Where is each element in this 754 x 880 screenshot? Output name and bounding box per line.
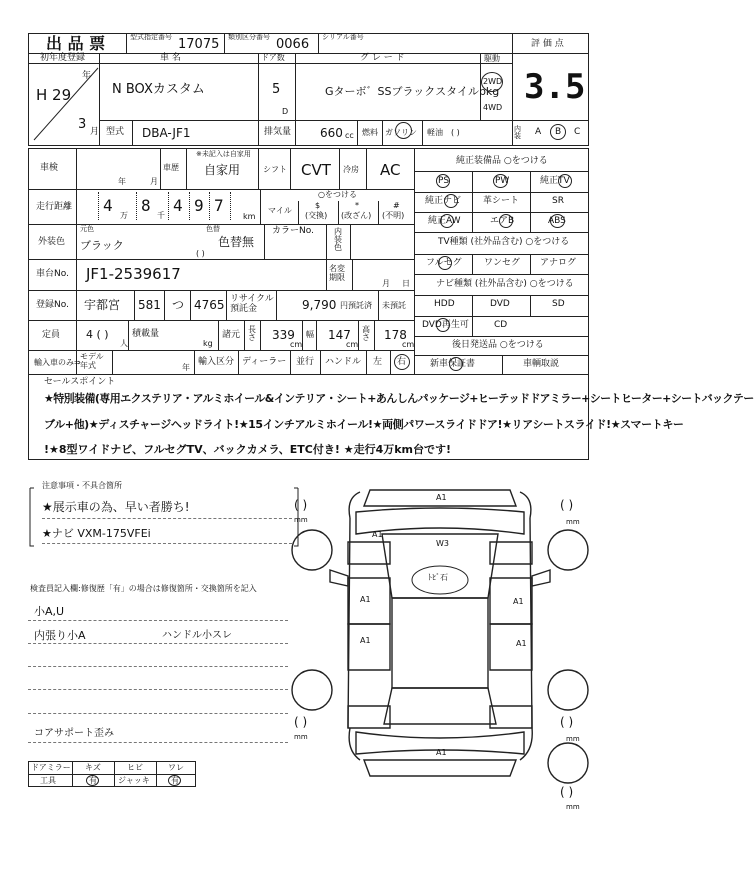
legend-break: ワレ (168, 763, 184, 772)
interior-label: 内装 (514, 125, 521, 140)
equip-tv-circle (558, 174, 572, 188)
equip-sr: SR (552, 196, 564, 206)
history: 自家用 (204, 163, 241, 177)
history-note: ※未記入は自家用 (196, 150, 251, 158)
odo-hash: # (393, 201, 400, 210)
handle-circle (394, 354, 410, 370)
kg-unit: kg (203, 339, 213, 348)
tv-full-circle (438, 256, 452, 270)
capacity: 4 ( ) (86, 328, 109, 341)
height-cm: cm (402, 340, 415, 349)
odo-tampered: (改ざん) (341, 211, 372, 220)
len-cm: cm (290, 340, 303, 349)
equip-abs: ABS (548, 216, 566, 226)
class-no-label: 類別区分番号 (228, 33, 270, 41)
mileage-d4: 9 (194, 196, 204, 215)
recycle-unit: 円預託済 (340, 301, 372, 310)
equip-aw-circle (440, 214, 454, 228)
name-change-month: 月 (382, 279, 390, 288)
class-no: 0066 (276, 37, 310, 52)
drive-2wd: 2WD (483, 77, 503, 86)
displacement: 660 (320, 126, 343, 140)
odo-mile: マイル (268, 206, 292, 215)
name-change-day: 日 (402, 279, 410, 288)
navi-cd: CD (494, 320, 508, 330)
height: 178 (384, 328, 407, 342)
reg-num: 4765 (194, 298, 225, 312)
tire-bracket-spare: ( ) (560, 785, 574, 799)
later-warranty: 新車保証書 (430, 359, 476, 369)
parallel: 並行 (296, 357, 315, 367)
tire-bracket-rl: ( ) (294, 715, 308, 729)
ac-label: 冷房 (343, 165, 359, 174)
chassis-label: 車台No. (36, 269, 69, 279)
ac: AC (380, 161, 401, 179)
name-change-label: 名変期限 (329, 264, 345, 282)
navi-dvd: DVD (490, 299, 510, 309)
import-type-label: 輸入区分 (198, 357, 235, 367)
form-title: 出 品 票 (46, 34, 106, 53)
mileage-d2: 8 (141, 196, 151, 215)
length: 339 (272, 328, 295, 342)
color-change: 色替無 (218, 235, 255, 249)
tire-bracket-fr: ( ) (560, 498, 574, 512)
equip-navi: 純正ナビ (425, 196, 462, 206)
fuel-label: 燃料 (362, 128, 378, 137)
odo-note: ○をつける (318, 190, 357, 199)
equip-title: 純正装備品 ○をつける (456, 156, 548, 166)
later-warranty-circle (449, 357, 463, 371)
doors-sub: D (282, 107, 289, 116)
tire-bracket-fl: ( ) (294, 498, 308, 512)
tv-one: ワンセグ (484, 258, 521, 268)
equip-leather: 革シート (483, 196, 520, 206)
legend-scratch: キズ (85, 763, 101, 772)
equip-airbag-circle (499, 214, 513, 228)
width-cm: cm (346, 340, 359, 349)
legend-crack: ヒビ (127, 763, 143, 772)
recycle-unpaid: 未預託 (382, 301, 406, 310)
interior-b: B (555, 127, 562, 137)
tire-mm-fr: mm (566, 518, 580, 526)
grade: Gターボ゛SSブラックスタイルpkg (325, 85, 500, 98)
interior-a: A (535, 127, 542, 137)
handle-right: 右 (397, 357, 407, 367)
equip-tv: 純正TV (540, 176, 570, 186)
car-name: N BOXカスタム (112, 82, 205, 97)
month-unit: 月 (90, 127, 100, 137)
serial-label: シリアル番号 (322, 33, 364, 41)
odo-unknown: (不明) (382, 211, 405, 220)
first-reg-month: 3 (78, 117, 87, 132)
mark-left-front-door: A1 (360, 595, 371, 604)
mileage-man: 万 (120, 211, 128, 220)
odo-dollar: $ (315, 201, 321, 210)
legend-tools: 工具 (40, 776, 56, 785)
displacement-label: 排気量 (264, 127, 292, 137)
notes-line1: ★展示車の為、早い者勝ち! (42, 500, 190, 514)
first-reg-year: H 29 (36, 86, 72, 104)
equip-airbag: エアB (490, 216, 515, 226)
sales-line3: !★8型ワイドナビ、フルセグTV、バックカメラ、ETC付き! ★走行4万km台です! (44, 443, 452, 456)
mark-right-front-door: A1 (513, 597, 524, 606)
orig-color-label: 元色 (80, 225, 94, 233)
interior-circle (550, 124, 566, 140)
color-change-label: 色替 (206, 225, 220, 233)
equip-navi-circle (444, 194, 458, 208)
legend-tools-circle (86, 775, 99, 786)
reg-label: 登録No. (36, 300, 69, 310)
rating-label: 評 価 点 (531, 39, 564, 49)
inspector-line2b: ハンドル小スレ (162, 630, 232, 641)
history-label: 車歴 (163, 163, 179, 172)
import-label: 輸入車のみ⇒ (34, 358, 81, 367)
car-name-label: 車 名 (160, 53, 181, 63)
legend-tools-yes: 有 (89, 776, 97, 785)
reg-kana: つ (172, 298, 185, 312)
equip-aw-label: 純正AW (428, 216, 461, 226)
model-label: 型式 (106, 127, 125, 137)
fuel-gasoline: ガソリン (385, 128, 417, 137)
inspector-line1: 小A,U (34, 605, 65, 618)
sales-line1: ★特別装備(専用エクステリア・アルミホイール&インテリア・シート+あんしんパッケージ+ヒーテッドドアミラー+シートヒーター+シートバックテー (44, 392, 754, 405)
inspection-year-unit: 年 (118, 177, 126, 186)
navi-dvd-play: DVD再生可 (422, 320, 469, 330)
interior-c: C (574, 127, 581, 137)
tv-analog: アナログ (540, 258, 577, 268)
sales-label: セールスポイント (44, 377, 116, 387)
reg-place: 宇都宮 (84, 298, 121, 312)
color-paren: ( ) (196, 249, 205, 258)
legend-jack-yes: 有 (171, 776, 179, 785)
notes-label: 注意事項・不具合箇所 (42, 481, 122, 490)
mark-hood: A1 (372, 530, 383, 539)
odo-star: * (355, 201, 359, 210)
year-unit: 年 (82, 71, 92, 81)
handle-left: 左 (373, 357, 383, 367)
width: 147 (328, 328, 351, 342)
inspection-label: 車検 (40, 163, 59, 173)
height-label: 高さ (362, 325, 370, 342)
equip-pw: PW (495, 176, 510, 186)
legend-jack: ジャッキ (118, 776, 150, 785)
dim-label: 諸元 (222, 330, 241, 340)
model-year-unit: 年 (182, 363, 190, 372)
handle-label: ハンドル (325, 357, 362, 367)
equip-ps: PS (438, 176, 450, 186)
legend-jack-circle (168, 775, 181, 786)
later-title: 後日発送品 ○をつける (452, 340, 544, 350)
tire-bracket-rr: ( ) (560, 715, 574, 729)
doors-label: ドア数 (261, 53, 285, 62)
mileage-label: 走行距離 (36, 202, 73, 212)
int-color-label: 内装色 (334, 227, 342, 252)
mileage-d5: 7 (214, 196, 224, 215)
len-label: 長さ (248, 325, 256, 342)
tire-mm-fl: mm (294, 516, 308, 524)
tv-title: TV種類 (社外品含む) ○をつける (438, 237, 570, 247)
fuel-other: ( ) (451, 128, 460, 137)
tv-full: フルセグ (426, 258, 462, 268)
model-year-label: モデル年式 (80, 352, 104, 370)
km-unit: km (243, 212, 256, 221)
equip-abs-circle (550, 214, 565, 228)
tire-mm-spare: mm (566, 803, 580, 811)
cc-unit: cc (345, 131, 354, 140)
navi-hdd: HDD (434, 299, 455, 309)
fuel-circle (395, 122, 412, 139)
chassis: JF1-2539617 (86, 265, 181, 283)
dealer: ディーラー (242, 357, 287, 367)
mark-stone-chip: ﾄﾋﾞ石 (428, 573, 448, 582)
mark-windshield: W3 (436, 539, 449, 548)
legend-mirror: ドアミラー (31, 763, 71, 772)
inspector-line3: コアサポート歪み (34, 728, 114, 739)
rating-value: 3.5 (524, 67, 586, 107)
mileage-d1: 4 (103, 196, 113, 215)
doors: 5 (272, 82, 281, 97)
later-manual: 車輌取説 (523, 359, 560, 369)
car-diagram (290, 478, 590, 808)
load-label: 積載量 (132, 329, 160, 339)
mark-right-rear-door: A1 (516, 639, 527, 648)
shift: CVT (301, 161, 331, 179)
color-label: 外装色 (38, 237, 66, 247)
model: DBA-JF1 (142, 126, 191, 140)
first-reg-label: 初年度登録 (40, 53, 86, 63)
mileage-d3: 4 (173, 196, 183, 215)
notes-line2: ★ナビ VXM-175VFEi (42, 527, 151, 540)
navi-title: ナビ種類 (社外品含む) ○をつける (436, 279, 574, 289)
navi-sd: SD (552, 299, 565, 309)
mark-rear-bumper: A1 (436, 748, 447, 757)
tire-mm-rl: mm (294, 733, 308, 741)
capacity-unit: 人 (120, 339, 128, 348)
equip-pw-circle (493, 174, 508, 188)
inspection-month-unit: 月 (150, 177, 158, 186)
odo-exchange: (交換) (305, 211, 328, 220)
shift-label: シフト (263, 165, 287, 174)
color-code-label: カラーNo. (272, 226, 314, 236)
grade-label: グ レ ー ド (360, 53, 405, 63)
width-label: 幅 (306, 330, 314, 339)
type-no-label: 型式指定番号 (130, 33, 172, 41)
recycle-label: リサイクル預託金 (230, 294, 274, 314)
mark-front-bumper: A1 (436, 493, 447, 502)
inspector-line2a: 内張り小A (34, 629, 86, 642)
orig-color: ブラック (80, 239, 124, 252)
equip-ps-circle (436, 174, 450, 188)
inspector-label: 検査員記入欄:修復歴「有」の場合は修復箇所・交換箇所を記入 (30, 584, 257, 593)
drive-4wd: 4WD (483, 103, 503, 112)
type-no: 17075 (178, 37, 220, 52)
mark-left-rear-door: A1 (360, 636, 371, 645)
tire-mm-rr: mm (566, 735, 580, 743)
mileage-sen: 千 (157, 211, 165, 220)
navi-dvd-play-circle (436, 318, 450, 332)
recycle-amount: 9,790 (302, 298, 337, 312)
sales-line2: ブル+他)★ディスチャージヘッドライト!★15インチアルミホイール!★両側パワースライドドア!★リアシートスライド!★スマートキー (44, 418, 684, 431)
fuel-diesel: 軽油 (427, 128, 443, 137)
drive-label: 駆動 (484, 54, 500, 63)
capacity-label: 定員 (42, 330, 61, 340)
reg-class: 581 (138, 298, 161, 312)
